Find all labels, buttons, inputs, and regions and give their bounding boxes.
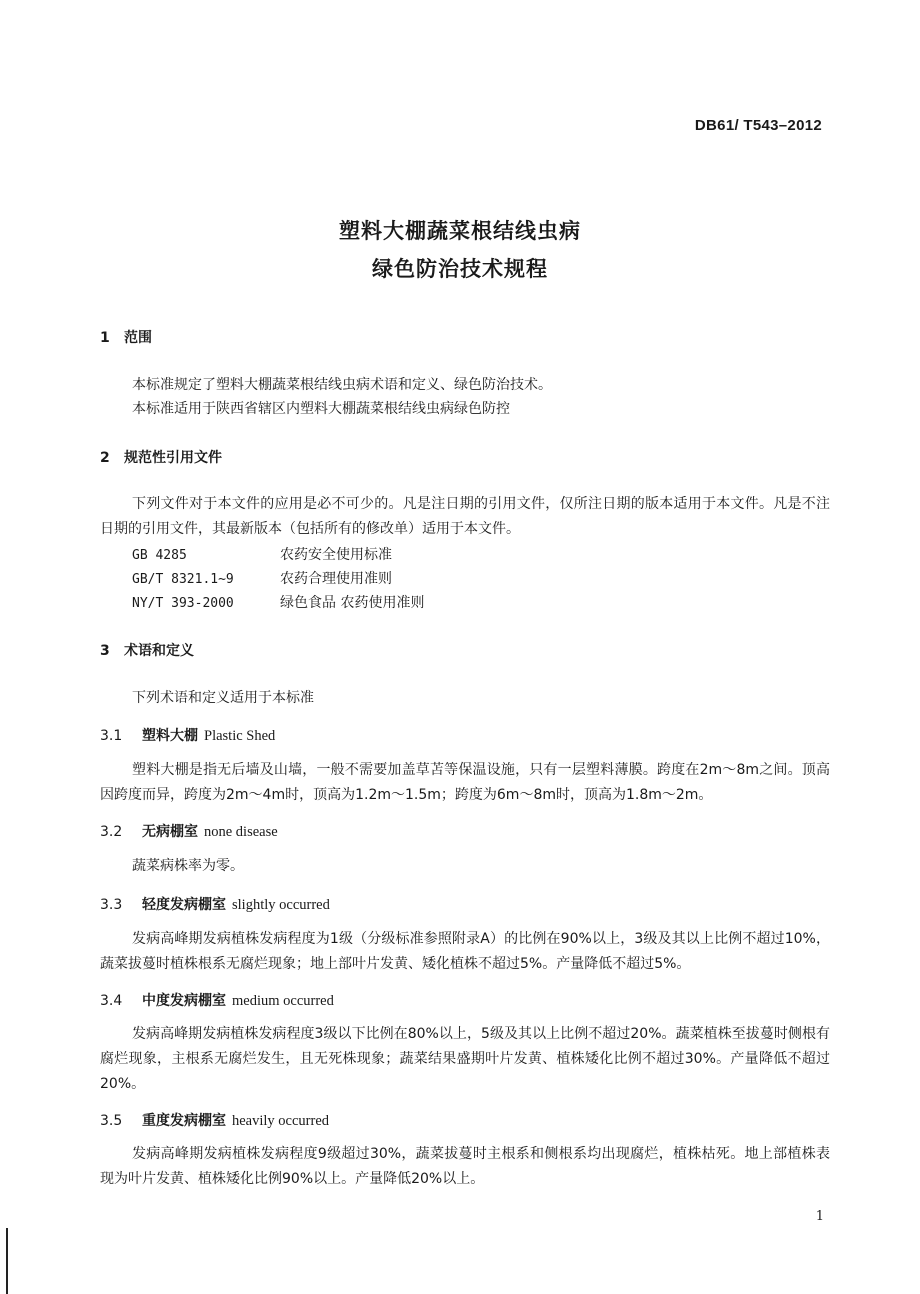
standard-number: DB61/ T543–2012 [694, 117, 822, 134]
section-title: 术语和定义 [124, 643, 194, 659]
term-number: 3.4 [100, 993, 123, 1009]
reference-code: GB/T 8321.1~9 [132, 572, 234, 587]
term-definition: 发病高峰期发病植株发病程度3级以下比例在80%以上，5级及其以上比例不超过20%。蔬菜植株至拔蔓时侧根有腐烂现象，主根系无腐烂发生，且无死株现象；蔬菜结果盛期叶片发黄、植株矮化比例不超过30%。产量降低不超过20%。 [100, 1026, 830, 1092]
section-title: 规范性引用文件 [124, 450, 222, 466]
term-heading [100, 821, 278, 841]
term-number: 3.5 [100, 1113, 123, 1129]
term-definition: 塑料大棚是指无后墙及山墙，一般不需要加盖草苫等保温设施，只有一层塑料薄膜。跨度在2m～8m之间。顶高因跨度而异，跨度为2m～4m时，顶高为1.2m～1.5m；跨度为6m～8m时，顶高为1.8m～2m。 [100, 762, 830, 803]
reference-item [132, 544, 392, 564]
term-name-en: medium occurred [232, 993, 334, 1009]
term-number: 3.1 [100, 728, 123, 744]
reference-item [132, 568, 392, 588]
scan-edge-mark [6, 1228, 8, 1294]
term-number: 3.3 [100, 897, 123, 913]
term-name-zh: 中度发病棚室 [142, 993, 226, 1009]
document-title-line1: 塑料大棚蔬菜根结线虫病 [339, 219, 581, 243]
term-name-zh: 塑料大棚 [142, 728, 198, 744]
section-2-heading [100, 447, 222, 467]
term-number: 3.2 [100, 824, 123, 840]
section-number: 2 [100, 450, 110, 466]
page-number: 1 [815, 1209, 824, 1224]
reference-name: 农药合理使用准则 [280, 571, 392, 587]
references-paragraph: 下列文件对于本文件的应用是必不可少的。凡是注日期的引用文件，仅所注日期的版本适用于本文件。凡是不注日期的引用文件，其最新版本（包括所有的修改单）适用于本文件。 [100, 496, 830, 537]
section-number: 3 [100, 643, 110, 659]
scope-line-1: 本标准规定了塑料大棚蔬菜根结线虫病术语和定义、绿色防治技术。 [132, 377, 552, 393]
section-1-heading [100, 327, 152, 347]
term-name-en: none disease [204, 824, 278, 840]
document-title-line2: 绿色防治技术规程 [372, 257, 548, 281]
section-title: 范围 [124, 330, 152, 346]
term-name-zh: 无病棚室 [142, 824, 198, 840]
term-name-zh: 重度发病棚室 [142, 1113, 226, 1129]
section-number: 1 [100, 330, 110, 346]
term-name-en: slightly occurred [232, 897, 330, 913]
reference-code: NY/T 393-2000 [132, 596, 234, 611]
section-3-heading [100, 640, 194, 660]
reference-item [132, 592, 424, 612]
terms-intro: 下列术语和定义适用于本标准 [132, 690, 314, 706]
term-heading [100, 894, 330, 914]
scope-line-2: 本标准适用于陕西省辖区内塑料大棚蔬菜根结线虫病绿色防控 [132, 401, 510, 417]
term-definition: 发病高峰期发病植株发病程度9级超过30%，蔬菜拔蔓时主根系和侧根系均出现腐烂，植株枯死。地上部植株表现为叶片发黄、植株矮化比例90%以上。产量降低20%以上。 [100, 1146, 830, 1187]
reference-name: 绿色食品 农药使用准则 [280, 595, 425, 611]
term-name-zh: 轻度发病棚室 [142, 897, 226, 913]
term-definition: 发病高峰期发病植株发病程度为1级（分级标准参照附录A）的比例在90%以上，3级及其以上比例不超过10%，蔬菜拔蔓时植株根系无腐烂现象；地上部叶片发黄、矮化植株不超过5%。产量降低不超过5%。 [100, 931, 830, 972]
term-name-en: Plastic Shed [204, 728, 276, 744]
term-heading [100, 990, 334, 1010]
term-heading [100, 1110, 329, 1130]
reference-code: GB 4285 [132, 548, 187, 563]
term-definition: 蔬菜病株率为零。 [132, 858, 244, 874]
term-heading [100, 725, 275, 745]
reference-name: 农药安全使用标准 [280, 547, 392, 563]
term-name-en: heavily occurred [232, 1113, 330, 1129]
